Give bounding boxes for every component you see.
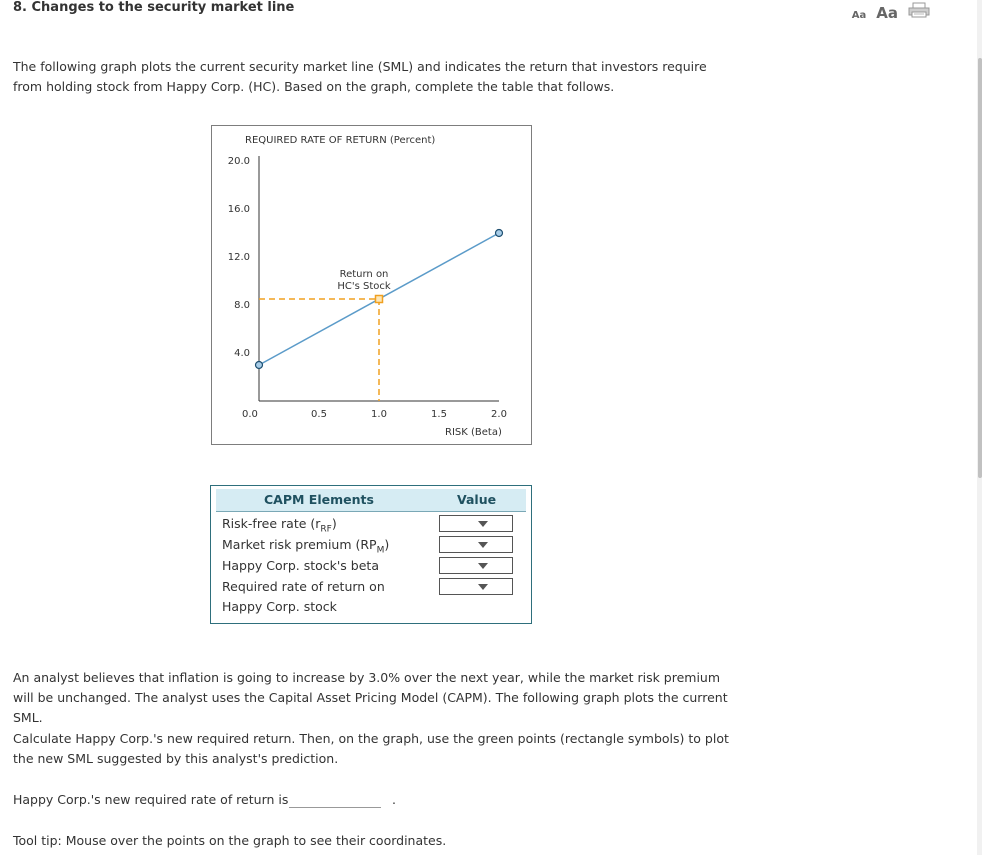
scrollbar-thumb[interactable] (978, 58, 982, 478)
tooltip-text: Tool tip: Mouse over the points on the graph to see their coordinates. (13, 833, 447, 848)
x-tick-label: 2.0 (491, 409, 507, 420)
risk-free-rate-dropdown[interactable] (439, 515, 513, 532)
x-axis-label: RISK (Beta) (445, 427, 502, 438)
hc-return-label: Return on (339, 269, 389, 280)
capm-row-required-return-line2: Happy Corp. stock (222, 599, 337, 614)
period-text: . (392, 792, 396, 807)
sml-endpoint[interactable] (496, 230, 503, 237)
capm-row-required-return: Required rate of return on (222, 579, 385, 594)
chevron-down-icon (478, 542, 488, 548)
y-tick-label: 16.0 (227, 204, 250, 215)
x-tick-label: 0.5 (311, 409, 327, 420)
font-size-small-button[interactable]: Aa (851, 10, 867, 21)
hc-return-point[interactable] (376, 296, 383, 303)
x-tick-label: 0.0 (242, 409, 258, 420)
stock-beta-dropdown[interactable] (439, 557, 513, 574)
sml-chart-svg (212, 126, 531, 444)
calculate-paragraph: Calculate Happy Corp.'s new required return. Then, on the graph, use the green points (rectangle symbols) to plot the new SML suggested by this analyst's prediction. (13, 731, 729, 766)
analyst-paragraph: An analyst believes that inflation is going to increase by 3.0% over the next year, while the market risk premium will be unchanged. The analyst uses the Capital Asset Pricing Model (CAPM). The following graph plots the current SML. (13, 670, 728, 725)
y-tick-label: 4.0 (234, 348, 250, 359)
chevron-down-icon (478, 563, 488, 569)
y-axis-label: REQUIRED RATE OF RETURN (Percent) (245, 135, 436, 146)
market-risk-premium-dropdown[interactable] (439, 536, 513, 553)
sml-endpoint[interactable] (256, 362, 263, 369)
print-icon[interactable] (908, 2, 930, 18)
capm-row-stock-beta: Happy Corp. stock's beta (222, 558, 379, 573)
y-tick-label: 12.0 (227, 252, 250, 263)
new-return-input[interactable] (289, 806, 381, 808)
hc-return-label: HC's Stock (337, 281, 391, 292)
required-return-dropdown[interactable] (439, 578, 513, 595)
font-size-large-button[interactable]: Aa (876, 4, 898, 22)
capm-header-elements: CAPM Elements (264, 492, 374, 507)
intro-paragraph: The following graph plots the current security market line (SML) and indicates the return that investors require from holding stock from Happy Corp. (HC). Based on the graph, complete the table that follows. (13, 59, 707, 94)
capm-row-market-risk-premium: Market risk premium $(RP_M)$ (222, 537, 390, 556)
capm-row-risk-free-rate: Risk-free rate $(r_{RF})$ (222, 516, 337, 535)
toolbar (852, 2, 930, 22)
question-title: 8. Changes to the security market line (13, 0, 295, 15)
x-tick-label: 1.5 (431, 409, 447, 420)
capm-table (210, 485, 532, 624)
chevron-down-icon (478, 584, 488, 590)
y-tick-label: 20.0 (227, 156, 250, 167)
capm-table-header (216, 489, 526, 512)
x-tick-label: 1.0 (371, 409, 387, 420)
chevron-down-icon (478, 521, 488, 527)
capm-header-value: Value (457, 492, 497, 507)
new-return-label: Happy Corp.'s new required rate of return is (13, 792, 289, 807)
y-tick-label: 8.0 (234, 300, 250, 311)
sml-chart (211, 125, 532, 445)
